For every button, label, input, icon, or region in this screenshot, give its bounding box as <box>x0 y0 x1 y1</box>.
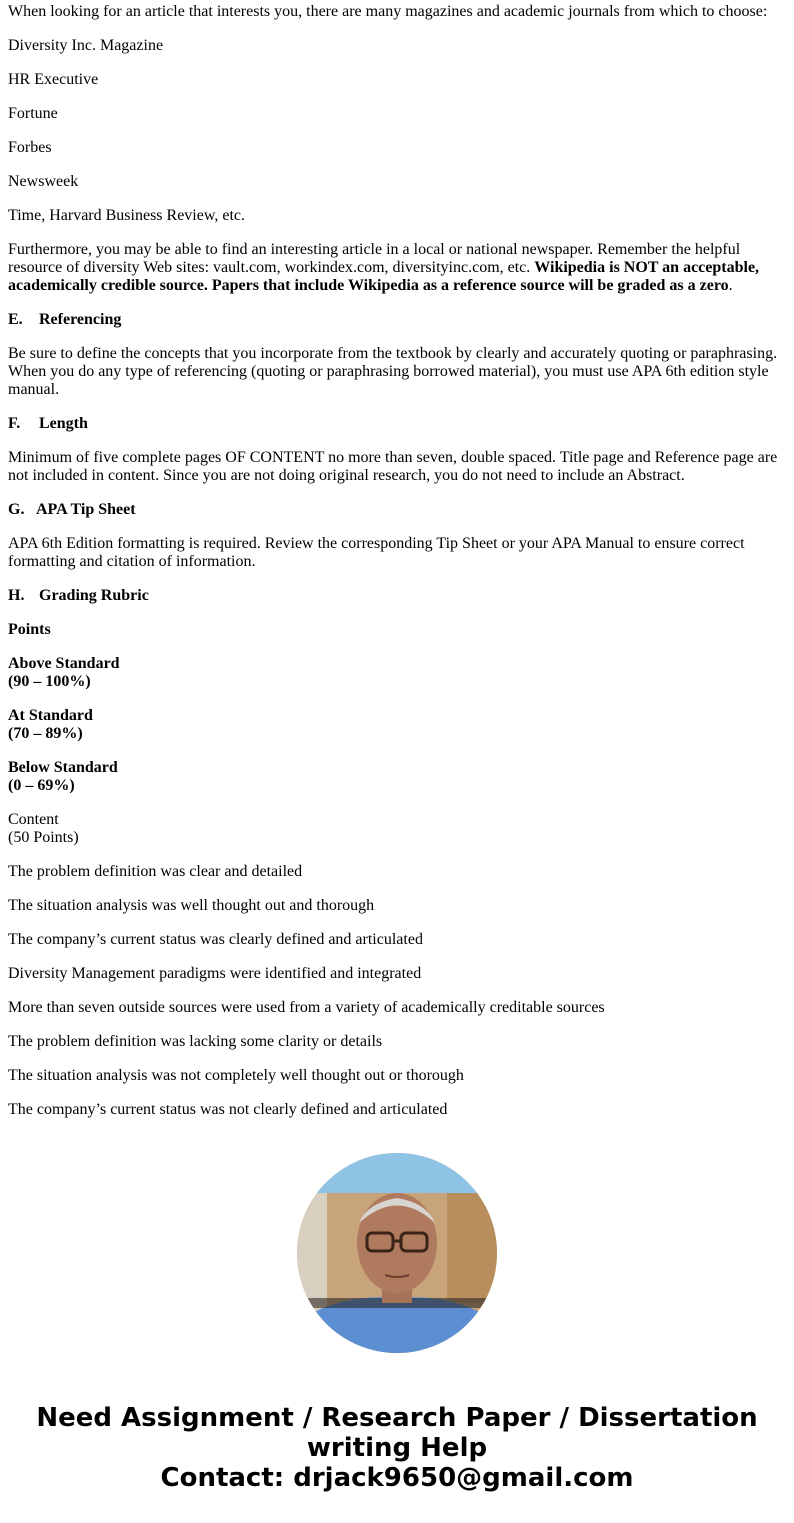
source-item: Diversity Inc. Magazine <box>8 37 164 54</box>
rubric-content <box>8 811 786 847</box>
section-letter: E. <box>8 311 23 328</box>
cta-headline: Need Assignment / Research Paper / Dissertation writing Help <box>36 1403 758 1463</box>
criterion: The company’s current status was not clearly defined and articulated <box>8 1101 448 1118</box>
criterion: The problem definition was clear and detailed <box>8 863 303 880</box>
portrait-image <box>297 1153 497 1353</box>
criterion: The situation analysis was well thought out and thorough <box>8 897 375 914</box>
criterion: More than seven outside sources were used from a variety of academically creditable sources <box>8 999 605 1016</box>
source-item: Fortune <box>8 105 58 122</box>
level-range: (0 – 69%) <box>8 777 75 794</box>
source-item: Forbes <box>8 139 52 156</box>
author-avatar <box>297 1153 497 1353</box>
content-label: Content <box>8 811 59 828</box>
criterion: The problem definition was lacking some clarity or details <box>8 1033 383 1050</box>
apa-body: APA 6th Edition formatting is required. Review the corresponding Tip Sheet or your APA Manual to ensure correct formatting and citation of information. <box>8 535 745 570</box>
criterion: The situation analysis was not completely well thought out or thorough <box>8 1067 464 1084</box>
level-name: Above Standard <box>8 655 120 672</box>
section-letter: G. <box>8 501 25 518</box>
level-name: At Standard <box>8 707 93 724</box>
section-letter: F. <box>8 415 21 432</box>
wikipedia-warning: Wikipedia is NOT an acceptable, academically credible source. Papers that include Wikipedia as a reference source will be graded as a zero <box>8 259 760 294</box>
furthermore-paragraph <box>8 241 786 295</box>
section-title: Grading Rubric <box>39 587 149 604</box>
contact-banner <box>0 1403 794 1493</box>
furthermore-text: Furthermore, you may be able to find an interesting article in a local or national newspaper. Remember the helpful resource of diversity Web sites: vault.com, workindex.com, diversityinc.com, etc. <box>8 241 741 276</box>
section-heading-apa <box>8 501 786 519</box>
criterion: Diversity Management paradigms were identified and integrated <box>8 965 422 982</box>
section-heading-referencing <box>8 311 786 329</box>
source-item: HR Executive <box>8 71 99 88</box>
level-name: Below Standard <box>8 759 118 776</box>
source-item: Newsweek <box>8 173 79 190</box>
cta-contact: Contact: drjack9650@gmail.com <box>160 1463 634 1493</box>
section-heading-length <box>8 415 786 433</box>
period: . <box>728 277 733 294</box>
level-range: (90 – 100%) <box>8 673 91 690</box>
intro-paragraph: When looking for an article that interests you, there are many magazines and academic journals from which to choose: <box>8 3 768 20</box>
section-letter: H. <box>8 587 25 604</box>
section-title: Referencing <box>39 311 122 328</box>
document <box>0 3 794 1119</box>
level-range: (70 – 89%) <box>8 725 83 742</box>
avatar-container <box>0 1153 794 1353</box>
content-points: (50 Points) <box>8 829 79 846</box>
rubric-level <box>8 759 786 795</box>
criterion: The company’s current status was clearly defined and articulated <box>8 931 423 948</box>
section-title: Length <box>39 415 88 432</box>
rubric-level <box>8 707 786 743</box>
rubric-level <box>8 655 786 691</box>
referencing-body: Be sure to define the concepts that you incorporate from the textbook by clearly and accurately quoting or paraphrasing. When you do any type of referencing (quoting or paraphrasing borrowed material), you must use APA 6th edition style manual. <box>8 345 778 398</box>
source-item: Time, Harvard Business Review, etc. <box>8 207 245 224</box>
rubric-points: Points <box>8 621 51 638</box>
section-title: APA Tip Sheet <box>36 501 136 518</box>
length-body: Minimum of five complete pages OF CONTENT no more than seven, double spaced. Title page and Reference page are not included in content. Since you are not doing original research, you do not need to include an Abstract. <box>8 449 778 484</box>
section-heading-rubric <box>8 587 786 605</box>
